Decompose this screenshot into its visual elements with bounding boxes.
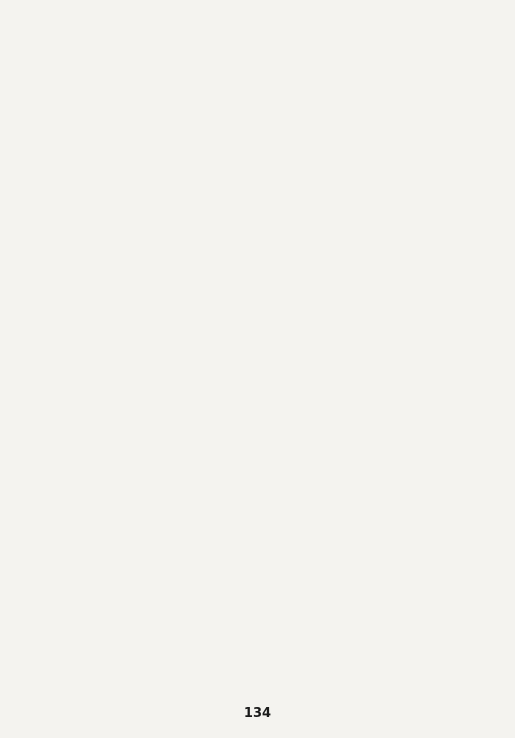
text-column-top-left <box>38 26 248 350</box>
page-number: 134 <box>243 706 272 721</box>
text-column-bottom-left <box>38 375 248 697</box>
text-column-bottom-right <box>261 375 471 697</box>
text-column-top-right <box>261 26 471 350</box>
